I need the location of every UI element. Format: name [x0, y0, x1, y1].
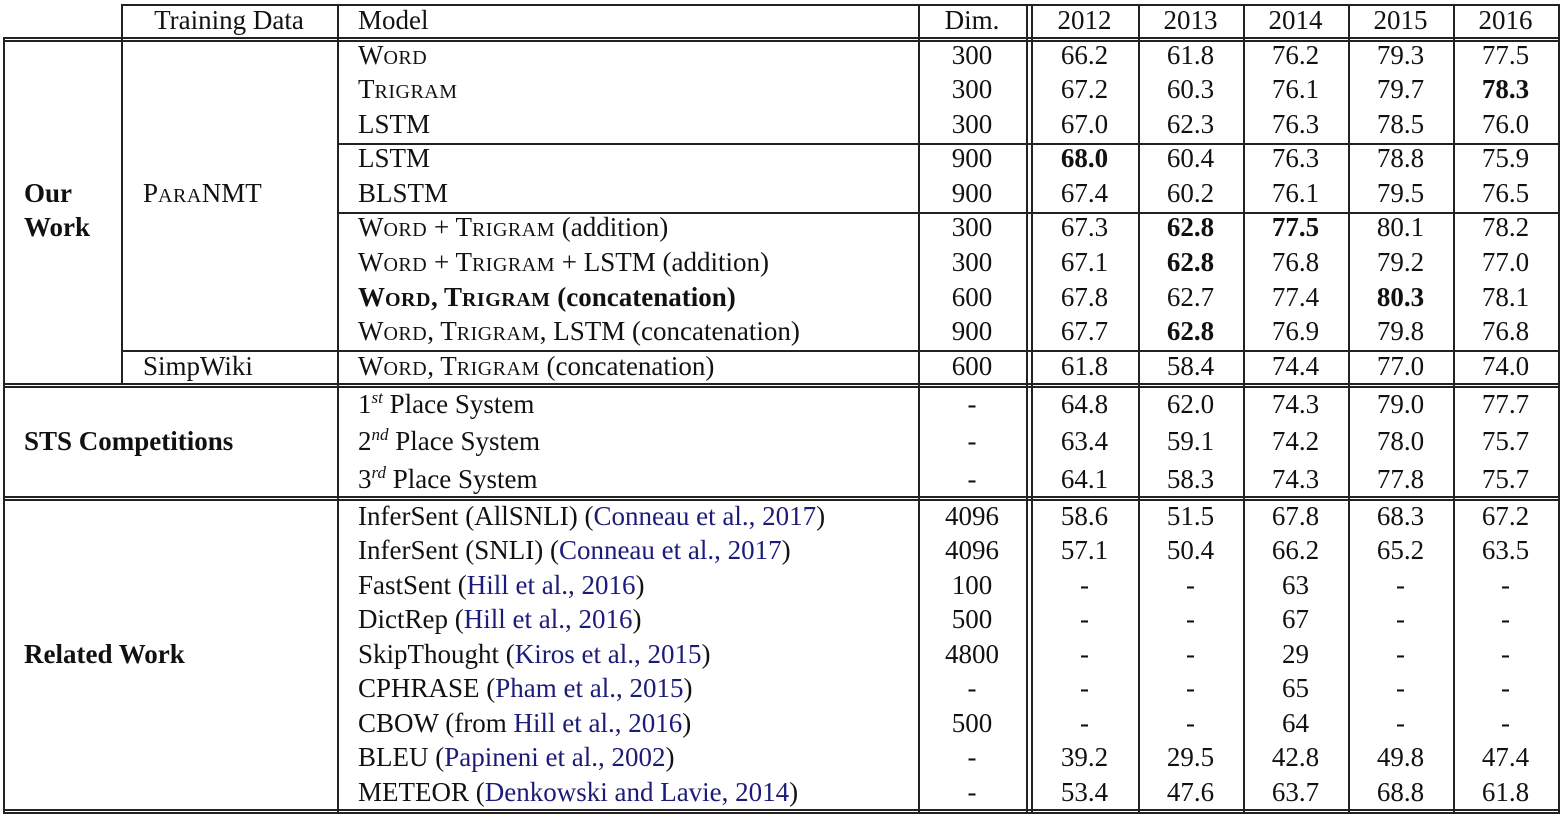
- score-cell-2015: 77.0: [1376, 351, 1425, 381]
- model-sts-1st: 1st Place System: [358, 388, 535, 419]
- score-cell-2013: -: [1186, 708, 1195, 738]
- score-cell-2014: 77.4: [1271, 282, 1320, 312]
- dim-cell: 600: [951, 282, 993, 312]
- score-cell-2012: 53.4: [1060, 777, 1109, 807]
- dim-cell: 4096: [945, 535, 999, 565]
- score-cell-2014: 74.2: [1271, 426, 1320, 456]
- score-cell-2012: 58.6: [1060, 501, 1109, 531]
- group-related-work: Related Work: [24, 639, 185, 669]
- citation-link[interactable]: Hill et al., 2016: [463, 604, 633, 634]
- score-cell-2013: 61.8: [1166, 40, 1215, 70]
- score-cell-2013: 51.5: [1166, 501, 1215, 531]
- dim-cell: 900: [951, 143, 993, 173]
- dim-cell: -: [967, 426, 977, 456]
- score-cell-2012: 63.4: [1060, 426, 1109, 456]
- score-cell-2014: 74.3: [1271, 389, 1320, 419]
- rule-bottom-1: [3, 809, 1560, 811]
- score-cell-2014: 65: [1282, 673, 1309, 703]
- model-trigram: TRIGRAM: [358, 74, 458, 104]
- score-cell-2015: 79.8: [1376, 316, 1425, 346]
- score-cell-2014: 76.1: [1271, 178, 1320, 208]
- model-bleu: BLEU (Papineni et al., 2002): [358, 742, 675, 772]
- dim-cell: 600: [951, 351, 993, 381]
- score-cell-2016: 74.0: [1481, 351, 1530, 381]
- dim-cell: -: [967, 742, 977, 772]
- score-cell-2015: 79.2: [1376, 247, 1425, 277]
- citation-link[interactable]: Kiros et al., 2015: [514, 639, 702, 669]
- model-word-trigram-lstm-concat: WORD, TRIGRAM, LSTM (concatenation): [358, 316, 800, 346]
- model-blstm: BLSTM: [358, 178, 449, 208]
- score-cell-2015: 80.3: [1376, 282, 1425, 312]
- score-cell-2013: 58.4: [1166, 351, 1215, 381]
- score-cell-2016: 75.9: [1481, 143, 1530, 173]
- dim-cell: 900: [951, 316, 993, 346]
- score-cell-2016: 78.2: [1481, 212, 1530, 242]
- score-cell-2013: -: [1186, 673, 1195, 703]
- dim-cell: 100: [951, 570, 993, 600]
- score-cell-2014: 64: [1282, 708, 1309, 738]
- model-sts-2nd: 2nd Place System: [358, 425, 540, 456]
- model-infersent-allsnli: InferSent (AllSNLI) (Conneau et al., 2017): [358, 501, 826, 531]
- score-cell-2012: 67.7: [1060, 316, 1109, 346]
- model-simpwiki-word-trigram-concat: WORD, TRIGRAM (concatenation): [358, 351, 715, 381]
- score-cell-2015: 49.8: [1376, 742, 1425, 772]
- rule-left: [3, 38, 5, 814]
- dim-cell: 300: [951, 109, 993, 139]
- model-sts-3rd: 3rd Place System: [358, 463, 538, 494]
- score-cell-2015: 79.0: [1376, 389, 1425, 419]
- score-cell-2012: 67.1: [1060, 247, 1109, 277]
- score-cell-2012: 57.1: [1060, 535, 1109, 565]
- score-cell-2015: 79.7: [1376, 74, 1425, 104]
- score-cell-2012: 64.1: [1060, 464, 1109, 494]
- score-cell-2012: 67.8: [1060, 282, 1109, 312]
- score-cell-2015: 79.5: [1376, 178, 1425, 208]
- model-skipthought: SkipThought (Kiros et al., 2015): [358, 639, 711, 669]
- header-2015: 2015: [1373, 5, 1428, 35]
- score-cell-2015: 80.1: [1376, 212, 1425, 242]
- citation-link[interactable]: Conneau et al., 2017: [593, 501, 817, 531]
- score-cell-2013: 62.8: [1166, 316, 1215, 346]
- score-cell-2013: -: [1186, 570, 1195, 600]
- rule-bottom-2: [3, 812, 1560, 814]
- score-cell-2014: 74.3: [1271, 464, 1320, 494]
- citation-link[interactable]: Hill et al., 2016: [466, 570, 636, 600]
- score-cell-2015: -: [1396, 639, 1405, 669]
- score-cell-2013: 59.1: [1166, 426, 1215, 456]
- score-cell-2013: 60.2: [1166, 178, 1215, 208]
- score-cell-2015: 77.8: [1376, 464, 1425, 494]
- dim-cell: 300: [951, 40, 993, 70]
- citation-link[interactable]: Papineni et al., 2002: [444, 742, 666, 772]
- score-cell-2012: 67.4: [1060, 178, 1109, 208]
- dim-cell: -: [967, 777, 977, 807]
- score-cell-2012: 67.3: [1060, 212, 1109, 242]
- rule-related-top-1: [3, 496, 1560, 498]
- dim-cell: -: [967, 673, 977, 703]
- score-cell-2015: 68.8: [1376, 777, 1425, 807]
- score-cell-2015: -: [1396, 604, 1405, 634]
- header-2014: 2014: [1268, 5, 1323, 35]
- model-fastsent: FastSent (Hill et al., 2016): [358, 570, 645, 600]
- score-cell-2014: 67: [1282, 604, 1309, 634]
- score-cell-2013: 62.8: [1166, 247, 1215, 277]
- score-cell-2012: 66.2: [1060, 40, 1109, 70]
- score-cell-2015: -: [1396, 673, 1405, 703]
- score-cell-2016: 78.3: [1481, 74, 1530, 104]
- header-dim: Dim.: [944, 5, 1000, 35]
- score-cell-2016: -: [1501, 639, 1510, 669]
- dim-cell: 500: [951, 604, 993, 634]
- score-cell-2013: 47.6: [1166, 777, 1215, 807]
- score-cell-2014: 74.4: [1271, 351, 1320, 381]
- score-cell-2012: 67.0: [1060, 109, 1109, 139]
- score-cell-2012: -: [1080, 570, 1089, 600]
- score-cell-2013: 50.4: [1166, 535, 1215, 565]
- dim-cell: 4096: [945, 501, 999, 531]
- score-cell-2015: 65.2: [1376, 535, 1425, 565]
- score-cell-2015: 78.0: [1376, 426, 1425, 456]
- model-word-trigram-addition: WORD + TRIGRAM (addition): [358, 212, 669, 242]
- score-cell-2016: -: [1501, 673, 1510, 703]
- score-cell-2013: 62.7: [1166, 282, 1215, 312]
- rule-training-col: [337, 4, 339, 812]
- score-cell-2015: 78.8: [1376, 143, 1425, 173]
- score-cell-2015: 68.3: [1376, 501, 1425, 531]
- score-cell-2016: 78.1: [1481, 282, 1530, 312]
- score-cell-2012: 64.8: [1060, 389, 1109, 419]
- score-cell-2014: 63.7: [1271, 777, 1320, 807]
- citation-link[interactable]: Pham et al., 2015: [495, 673, 684, 703]
- score-cell-2012: -: [1080, 604, 1089, 634]
- citation-link[interactable]: Denkowski and Lavie, 2014: [484, 777, 790, 807]
- model-infersent-snli: InferSent (SNLI) (Conneau et al., 2017): [358, 535, 791, 565]
- score-cell-2016: -: [1501, 708, 1510, 738]
- score-cell-2014: 66.2: [1271, 535, 1320, 565]
- model-lstm-300: LSTM: [358, 109, 431, 139]
- dim-cell: 300: [951, 212, 993, 242]
- score-cell-2013: -: [1186, 604, 1195, 634]
- score-cell-2012: -: [1080, 639, 1089, 669]
- score-cell-2016: 47.4: [1481, 742, 1530, 772]
- score-cell-2014: 76.3: [1271, 109, 1320, 139]
- score-cell-2016: 61.8: [1481, 777, 1530, 807]
- score-cell-2012: -: [1080, 708, 1089, 738]
- score-cell-2013: -: [1186, 639, 1195, 669]
- dim-cell: -: [967, 464, 977, 494]
- score-cell-2014: 76.3: [1271, 143, 1320, 173]
- dim-cell: 900: [951, 178, 993, 208]
- group-our-work: [24, 176, 90, 244]
- score-cell-2013: 62.3: [1166, 109, 1215, 139]
- score-cell-2013: 62.8: [1166, 212, 1215, 242]
- score-cell-2014: 42.8: [1271, 742, 1320, 772]
- score-cell-2016: 77.7: [1481, 389, 1530, 419]
- score-cell-2012: 39.2: [1060, 742, 1109, 772]
- model-dictrep: DictRep (Hill et al., 2016): [358, 604, 642, 634]
- score-cell-2014: 63: [1282, 570, 1309, 600]
- score-cell-2014: 76.8: [1271, 247, 1320, 277]
- score-cell-2016: 75.7: [1481, 426, 1530, 456]
- dim-cell: 300: [951, 247, 993, 277]
- dim-cell: -: [967, 389, 977, 419]
- score-cell-2016: -: [1501, 604, 1510, 634]
- rule-group-col: [121, 4, 123, 385]
- score-cell-2016: 77.5: [1481, 40, 1530, 70]
- score-cell-2013: 29.5: [1166, 742, 1215, 772]
- score-cell-2013: 62.0: [1166, 389, 1215, 419]
- model-word-trigram-lstm-addition: WORD + TRIGRAM + LSTM (addition): [358, 247, 769, 277]
- header-training-data: Training Data: [154, 5, 304, 35]
- score-cell-2016: 77.0: [1481, 247, 1530, 277]
- score-cell-2015: -: [1396, 570, 1405, 600]
- header-2012: 2012: [1057, 5, 1112, 35]
- rule-right: [1558, 4, 1560, 812]
- score-cell-2015: 78.5: [1376, 109, 1425, 139]
- model-lstm-900: LSTM: [358, 143, 431, 173]
- group-our-work-line2: Work: [24, 212, 91, 242]
- score-cell-2016: 67.2: [1481, 501, 1530, 531]
- citation-link[interactable]: Hill et al., 2016: [513, 708, 683, 738]
- score-cell-2015: 79.3: [1376, 40, 1425, 70]
- model-cbow: CBOW (from Hill et al., 2016): [358, 708, 692, 738]
- model-cphrase: CPHRASE (Pham et al., 2015): [358, 673, 693, 703]
- training-simpwiki: SimpWiki: [143, 351, 253, 381]
- score-cell-2016: 76.0: [1481, 109, 1530, 139]
- group-sts-competitions: STS Competitions: [24, 426, 234, 456]
- score-cell-2016: 76.8: [1481, 316, 1530, 346]
- score-cell-2015: -: [1396, 708, 1405, 738]
- model-word-trigram-concat: WORD, TRIGRAM (concatenation): [358, 282, 736, 312]
- header-2016: 2016: [1478, 5, 1533, 35]
- score-cell-2014: 76.2: [1271, 40, 1320, 70]
- dim-cell: 500: [951, 708, 993, 738]
- training-paranmt: PARANMT: [143, 178, 262, 208]
- score-cell-2016: 75.7: [1481, 464, 1530, 494]
- header-model: Model: [358, 5, 429, 35]
- score-cell-2016: 76.5: [1481, 178, 1530, 208]
- score-cell-2014: 29: [1282, 639, 1309, 669]
- score-cell-2014: 76.9: [1271, 316, 1320, 346]
- score-cell-2013: 60.4: [1166, 143, 1215, 173]
- score-cell-2014: 76.1: [1271, 74, 1320, 104]
- dim-cell: 4800: [945, 639, 999, 669]
- rule-sts-top-1: [3, 383, 1560, 385]
- score-cell-2016: 63.5: [1481, 535, 1530, 565]
- score-cell-2012: -: [1080, 673, 1089, 703]
- score-cell-2016: -: [1501, 570, 1510, 600]
- dim-cell: 300: [951, 74, 993, 104]
- score-cell-2014: 77.5: [1271, 212, 1320, 242]
- score-cell-2013: 58.3: [1166, 464, 1215, 494]
- model-meteor: METEOR (Denkowski and Lavie, 2014): [358, 777, 799, 807]
- group-our-work-line1: Our: [24, 178, 73, 208]
- score-cell-2012: 61.8: [1060, 351, 1109, 381]
- rule-dim-col-1: [1026, 4, 1028, 812]
- score-cell-2014: 67.8: [1271, 501, 1320, 531]
- citation-link[interactable]: Conneau et al., 2017: [558, 535, 782, 565]
- model-word: WORD: [358, 40, 428, 70]
- score-cell-2012: 67.2: [1060, 74, 1109, 104]
- header-2013: 2013: [1163, 5, 1218, 35]
- score-cell-2013: 60.3: [1166, 74, 1215, 104]
- score-cell-2012: 68.0: [1060, 143, 1109, 173]
